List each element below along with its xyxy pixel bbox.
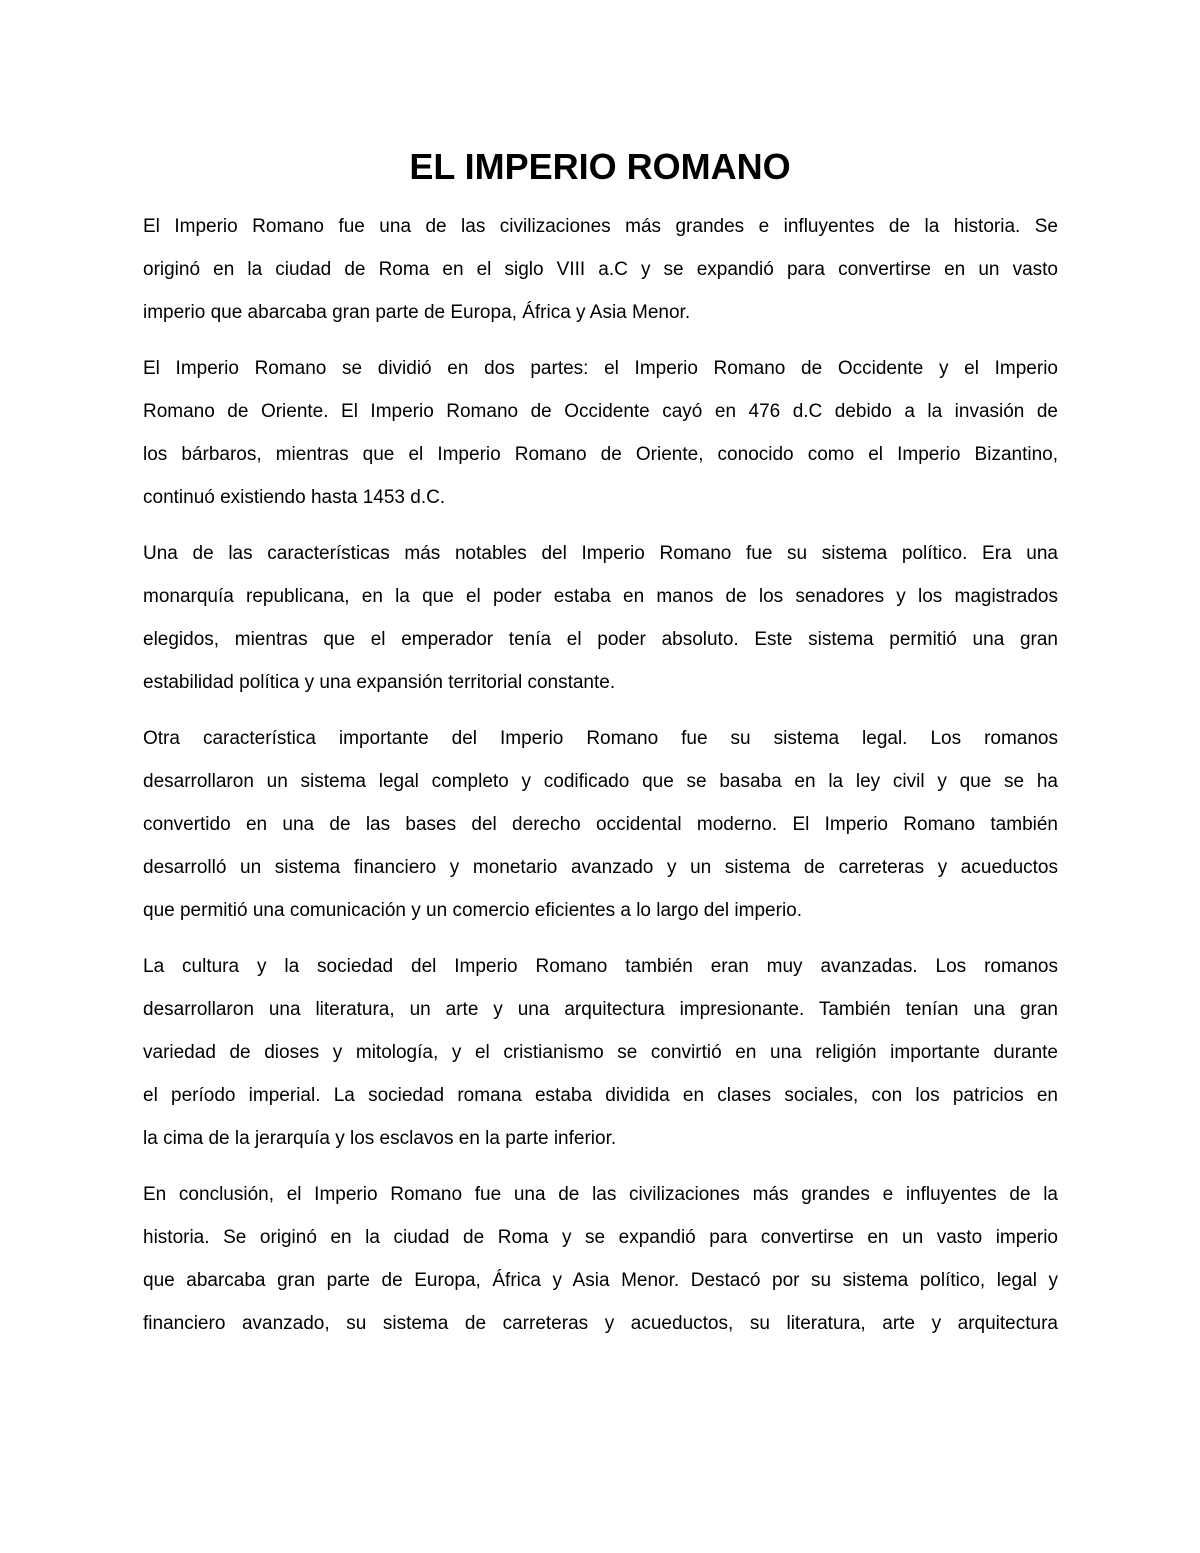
text-line: desarrollaron una literatura, un arte y una arquitectura impresionante. También tenían una gran — [143, 999, 1058, 1020]
text-line: financiero avanzado, su sistema de carreteras y acueductos, su literatura, arte y arquitectura — [143, 1313, 1058, 1334]
text-line: historia. Se originó en la ciudad de Roma y se expandió para convertirse en un vasto imperio — [143, 1227, 1058, 1248]
text-line: convertido en una de las bases del derecho occidental moderno. El Imperio Romano también — [143, 814, 1058, 835]
text-line: variedad de dioses y mitología, y el cristianismo se convirtió en una religión importante durante — [143, 1042, 1058, 1063]
text-line: los bárbaros, mientras que el Imperio Romano de Oriente, conocido como el Imperio Bizantino, — [143, 444, 1058, 465]
text-line: la cima de la jerarquía y los esclavos en la parte inferior. — [143, 1128, 617, 1149]
paragraph-4 — [143, 717, 1058, 932]
text-line: desarrollaron un sistema legal completo y codificado que se basaba en la ley civil y que se ha — [143, 771, 1058, 792]
paragraph-6 — [143, 1173, 1058, 1345]
text-line: Otra característica importante del Imperio Romano fue su sistema legal. Los romanos — [143, 728, 1058, 749]
text-line: continuó existiendo hasta 1453 d.C. — [143, 487, 446, 508]
text-line: monarquía republicana, en la que el poder estaba en manos de los senadores y los magistrados — [143, 586, 1058, 607]
paragraph-5 — [143, 945, 1058, 1160]
document-body — [143, 205, 1058, 1358]
text-line: Romano de Oriente. El Imperio Romano de Occidente cayó en 476 d.C debido a la invasión de — [143, 401, 1058, 422]
paragraph-1 — [143, 205, 1058, 334]
paragraph-2 — [143, 347, 1058, 519]
text-line: elegidos, mientras que el emperador tenía el poder absoluto. Este sistema permitió una gran — [143, 629, 1058, 650]
text-line: En conclusión, el Imperio Romano fue una de las civilizaciones más grandes e influyentes de la — [143, 1184, 1058, 1205]
paragraph-3 — [143, 532, 1058, 704]
document-title: EL IMPERIO ROMANO — [409, 146, 791, 187]
text-line: Una de las características más notables del Imperio Romano fue su sistema político. Era una — [143, 543, 1058, 564]
text-line: La cultura y la sociedad del Imperio Romano también eran muy avanzadas. Los romanos — [143, 956, 1058, 977]
text-line: el período imperial. La sociedad romana estaba dividida en clases sociales, con los patricios en — [143, 1085, 1058, 1106]
text-line: El Imperio Romano se dividió en dos partes: el Imperio Romano de Occidente y el Imperio — [143, 358, 1058, 379]
text-line: originó en la ciudad de Roma en el siglo VIII a.C y se expandió para convertirse en un vasto — [143, 259, 1058, 280]
text-line: que abarcaba gran parte de Europa, África y Asia Menor. Destacó por su sistema político, legal y — [143, 1270, 1058, 1291]
text-line: desarrolló un sistema financiero y monetario avanzado y un sistema de carreteras y acueductos — [143, 857, 1058, 878]
text-line: que permitió una comunicación y un comercio eficientes a lo largo del imperio. — [143, 900, 803, 921]
text-line: imperio que abarcaba gran parte de Europa, África y Asia Menor. — [143, 302, 691, 323]
text-line: El Imperio Romano fue una de las civilizaciones más grandes e influyentes de la historia. Se — [143, 216, 1058, 237]
text-line: estabilidad política y una expansión territorial constante. — [143, 672, 616, 693]
